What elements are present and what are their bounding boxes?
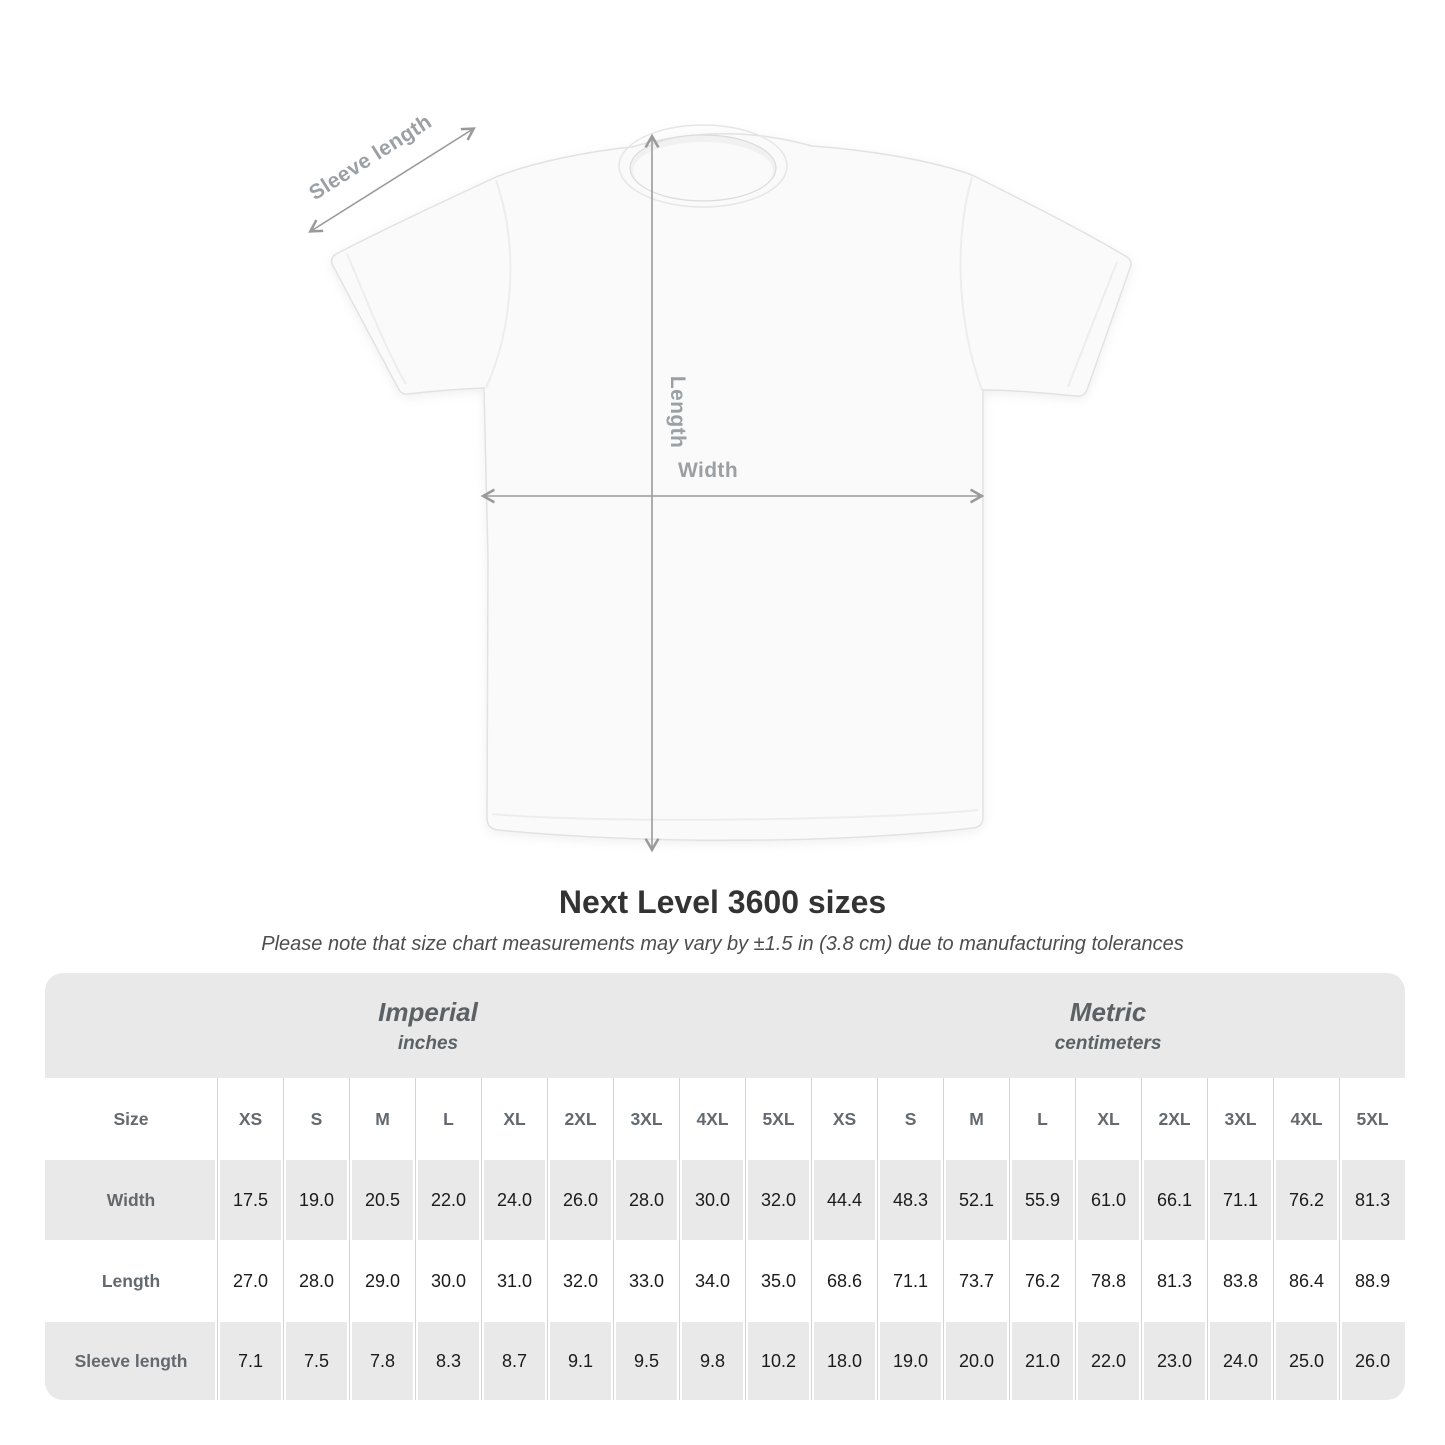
length-label: Length — [666, 375, 689, 449]
value-cell: 33.0 — [613, 1240, 679, 1322]
value-cell: 29.0 — [349, 1240, 415, 1322]
value-cell: 83.8 — [1207, 1240, 1273, 1322]
imperial-header — [45, 973, 811, 1078]
width-row-label: Width — [45, 1160, 217, 1240]
size-col-header: 4XL — [679, 1078, 745, 1160]
value-cell: 22.0 — [415, 1160, 481, 1240]
size-col-header: 2XL — [547, 1078, 613, 1160]
sleeve-length-row — [45, 1322, 1405, 1400]
tolerance-note: Please note that size chart measurements may vary by ±1.5 in (3.8 cm) due to manufacturing tolerances — [261, 933, 1184, 955]
sleeve-length-label: Sleeve length — [305, 110, 436, 205]
size-col-header: XS — [217, 1078, 283, 1160]
value-cell: 71.1 — [1207, 1160, 1273, 1240]
value-cell: 32.0 — [547, 1240, 613, 1322]
value-cell: 81.3 — [1141, 1240, 1207, 1322]
value-cell: 48.3 — [877, 1160, 943, 1240]
value-cell: 26.0 — [547, 1160, 613, 1240]
tshirt-graphic — [332, 125, 1132, 840]
size-col-header: 2XL — [1141, 1078, 1207, 1160]
value-cell: 31.0 — [481, 1240, 547, 1322]
value-cell: 81.3 — [1339, 1160, 1405, 1240]
value-cell: 28.0 — [283, 1240, 349, 1322]
value-cell: 30.0 — [415, 1240, 481, 1322]
imperial-sublabel: inches — [397, 1032, 459, 1054]
size-table — [45, 973, 1405, 1400]
value-cell: 9.5 — [613, 1322, 679, 1400]
sleeve-length-row-label: Sleeve length — [45, 1322, 217, 1400]
length-row — [45, 1240, 1405, 1322]
size-col-header: M — [943, 1078, 1009, 1160]
value-cell: 9.1 — [547, 1322, 613, 1400]
value-cell: 35.0 — [745, 1240, 811, 1322]
width-label: Width — [677, 459, 739, 482]
value-cell: 18.0 — [811, 1322, 877, 1400]
sizes-header-row — [45, 1078, 1405, 1160]
size-col-header: 5XL — [745, 1078, 811, 1160]
value-cell: 7.1 — [217, 1322, 283, 1400]
metric-label: Metric — [1069, 996, 1147, 1027]
size-col-header: S — [877, 1078, 943, 1160]
size-row-label: Size — [45, 1078, 217, 1160]
value-cell: 10.2 — [745, 1322, 811, 1400]
size-chart-table — [45, 973, 1405, 1400]
size-col-header: L — [1009, 1078, 1075, 1160]
value-cell: 76.2 — [1273, 1160, 1339, 1240]
value-cell: 25.0 — [1273, 1322, 1339, 1400]
value-cell: 28.0 — [613, 1160, 679, 1240]
value-cell: 22.0 — [1075, 1322, 1141, 1400]
caption-block — [0, 884, 1445, 956]
size-col-header: XS — [811, 1078, 877, 1160]
size-col-header: L — [415, 1078, 481, 1160]
value-cell: 52.1 — [943, 1160, 1009, 1240]
collar-inner — [633, 142, 773, 200]
value-cell: 66.1 — [1141, 1160, 1207, 1240]
value-cell: 71.1 — [877, 1240, 943, 1322]
value-cell: 8.3 — [415, 1322, 481, 1400]
value-cell: 20.0 — [943, 1322, 1009, 1400]
value-cell: 32.0 — [745, 1160, 811, 1240]
value-cell: 17.5 — [217, 1160, 283, 1240]
metric-sublabel: centimeters — [1054, 1032, 1162, 1054]
value-cell: 23.0 — [1141, 1322, 1207, 1400]
value-cell: 78.8 — [1075, 1240, 1141, 1322]
value-cell: 24.0 — [1207, 1322, 1273, 1400]
units-row — [45, 973, 1405, 1078]
value-cell: 68.6 — [811, 1240, 877, 1322]
value-cell: 21.0 — [1009, 1322, 1075, 1400]
value-cell: 55.9 — [1009, 1160, 1075, 1240]
value-cell: 19.0 — [283, 1160, 349, 1240]
value-cell: 34.0 — [679, 1240, 745, 1322]
imperial-label: Imperial — [378, 996, 478, 1027]
size-col-header: 4XL — [1273, 1078, 1339, 1160]
page-title: Next Level 3600 sizes — [558, 884, 887, 920]
value-cell: 86.4 — [1273, 1240, 1339, 1322]
value-cell: 19.0 — [877, 1322, 943, 1400]
value-cell: 88.9 — [1339, 1240, 1405, 1322]
value-cell: 44.4 — [811, 1160, 877, 1240]
value-cell: 27.0 — [217, 1240, 283, 1322]
value-cell: 76.2 — [1009, 1240, 1075, 1322]
metric-header — [811, 973, 1405, 1078]
size-col-header: XL — [1075, 1078, 1141, 1160]
value-cell: 20.5 — [349, 1160, 415, 1240]
size-col-header: 3XL — [613, 1078, 679, 1160]
size-col-header: 5XL — [1339, 1078, 1405, 1160]
width-row — [45, 1160, 1405, 1240]
size-col-header: S — [283, 1078, 349, 1160]
value-cell: 9.8 — [679, 1322, 745, 1400]
value-cell: 7.8 — [349, 1322, 415, 1400]
value-cell: 26.0 — [1339, 1322, 1405, 1400]
value-cell: 30.0 — [679, 1160, 745, 1240]
value-cell: 7.5 — [283, 1322, 349, 1400]
value-cell: 24.0 — [481, 1160, 547, 1240]
value-cell: 61.0 — [1075, 1160, 1141, 1240]
length-row-label: Length — [45, 1240, 217, 1322]
value-cell: 8.7 — [481, 1322, 547, 1400]
value-cell: 73.7 — [943, 1240, 1009, 1322]
size-col-header: XL — [481, 1078, 547, 1160]
size-col-header: 3XL — [1207, 1078, 1273, 1160]
size-col-header: M — [349, 1078, 415, 1160]
